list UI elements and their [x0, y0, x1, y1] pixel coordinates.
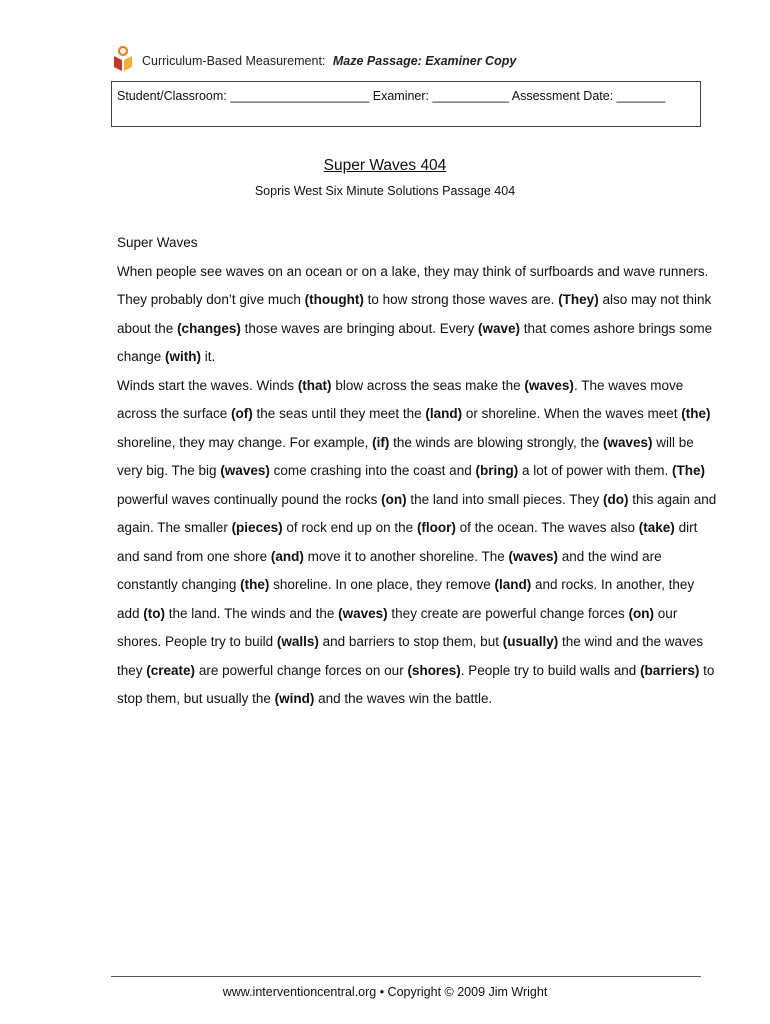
passage-segment: that comes ashore brings some change [117, 320, 713, 364]
passage-segment: will be very big. The big [117, 434, 694, 478]
passage-segment: shoreline. In one place, they remove [269, 577, 495, 592]
passage-segment: and the waves win the battle. [314, 691, 493, 706]
footer-divider [111, 976, 701, 977]
passage-subtitle: Sopris West Six Minute Solutions Passage 404 [254, 184, 516, 198]
maze-choice: (floor) [416, 520, 456, 535]
passage-segment: a lot of power with them. [518, 463, 673, 478]
maze-choice: (pieces) [231, 520, 283, 535]
maze-choice: (land) [494, 577, 532, 592]
passage-heading: Super Waves [117, 235, 198, 250]
student-info-box [111, 81, 701, 127]
passage-segment: our shores. People try to build [117, 605, 678, 649]
maze-choice: (waves) [508, 548, 559, 564]
passage-segment: Winds start the waves. Winds [117, 377, 298, 393]
maze-choice: (that) [297, 377, 332, 393]
student-info-line: Student/Classroom: ____________________ Examiner: ___________ Assessment Date: _______ [117, 89, 666, 103]
intervention-central-logo-icon [112, 46, 134, 72]
header-prefix: Curriculum-Based Measurement: [142, 54, 326, 68]
passage-segment: shoreline, they may change. For example, [117, 434, 373, 450]
passage-segment: those waves are bringing about. Every [240, 320, 478, 336]
maze-choice: (shores) [407, 662, 461, 678]
maze-choice: (the) [681, 406, 711, 421]
passage-segment: come crashing into the coast and [269, 463, 476, 478]
passage-segment: and barriers to stop them, but [318, 634, 503, 649]
passage-segment: of rock end up on the [282, 520, 417, 535]
passage-body [117, 229, 717, 714]
maze-choice: (on) [381, 491, 407, 507]
maze-choice: (They) [558, 292, 599, 307]
passage-segment: the land. The winds and the [165, 605, 339, 621]
maze-choice: (barriers) [640, 662, 700, 678]
maze-choice: (wind) [274, 691, 315, 706]
page-footer: www.interventioncentral.org • Copyright © 2009 Jim Wright [222, 985, 548, 999]
passage-segment: to stop them, but usually the [117, 662, 715, 706]
passage-segment: or shoreline. When the waves meet [462, 406, 682, 421]
maze-choice: (land) [425, 406, 463, 421]
passage-segment: it. [201, 349, 216, 364]
maze-choice: (waves) [524, 377, 574, 393]
passage-segment: and rocks. In another, they add [117, 577, 695, 621]
passage-segment: the winds are blowing strongly, the [389, 434, 604, 450]
maze-choice: (thought) [304, 292, 364, 307]
maze-choice: (waves) [220, 463, 270, 478]
passage-segment: also may not think about the [117, 292, 712, 336]
maze-choice: (on) [628, 605, 655, 621]
maze-choice: (waves) [603, 434, 653, 450]
header-text [142, 54, 516, 68]
header-title: Maze Passage: Examiner Copy [332, 54, 517, 68]
maze-choice: (The) [672, 463, 706, 478]
maze-choice: (to) [143, 605, 166, 621]
passage-segment: and the wind are constantly changing [117, 548, 662, 592]
maze-choice: (usually) [502, 634, 559, 649]
passage-segment: are powerful change forces on our [195, 662, 408, 678]
passage-segment: powerful waves continually pound the rocks [117, 491, 382, 507]
passage-segment: of the ocean. The waves also [455, 520, 639, 535]
passage-segment: dirt and sand from one shore [117, 520, 698, 564]
passage-segment: . The waves move across the surface [117, 377, 684, 421]
maze-choice: (take) [638, 520, 675, 535]
passage-title: Super Waves 404 [323, 157, 447, 174]
maze-choice: (do) [603, 491, 629, 507]
passage-segment: When people see waves on an ocean or on a lake, they may think of surfboards and wave runners. They probably don’t give much [117, 263, 709, 307]
passage-segment: they create are powerful change forces [387, 605, 629, 621]
maze-choice: (with) [165, 349, 202, 364]
passage-segment: the seas until they meet the [252, 406, 426, 421]
passage-segment: . People try to build walls and [460, 662, 641, 678]
page-header [112, 46, 712, 74]
maze-choice: (of) [231, 406, 253, 421]
maze-choice: (the) [240, 577, 270, 592]
passage-segment: to how strong those waves are. [363, 292, 559, 307]
maze-choice: (wave) [477, 320, 520, 336]
passage-segment: the wind and the waves they [117, 634, 704, 678]
maze-choice: (if) [372, 434, 390, 450]
passage-segment: blow across the seas make the [331, 377, 525, 393]
passage-segment: the land into small pieces. They [406, 491, 603, 507]
maze-choice: (changes) [177, 320, 241, 336]
maze-choice: (waves) [338, 605, 388, 621]
maze-choice: (walls) [276, 634, 319, 649]
maze-choice: (bring) [475, 463, 519, 478]
maze-choice: (create) [146, 662, 196, 678]
maze-choice: (and) [270, 548, 304, 564]
passage-text [117, 264, 716, 707]
passage-segment: move it to another shoreline. The [303, 548, 509, 564]
passage-segment: this again and again. The smaller [117, 491, 717, 535]
